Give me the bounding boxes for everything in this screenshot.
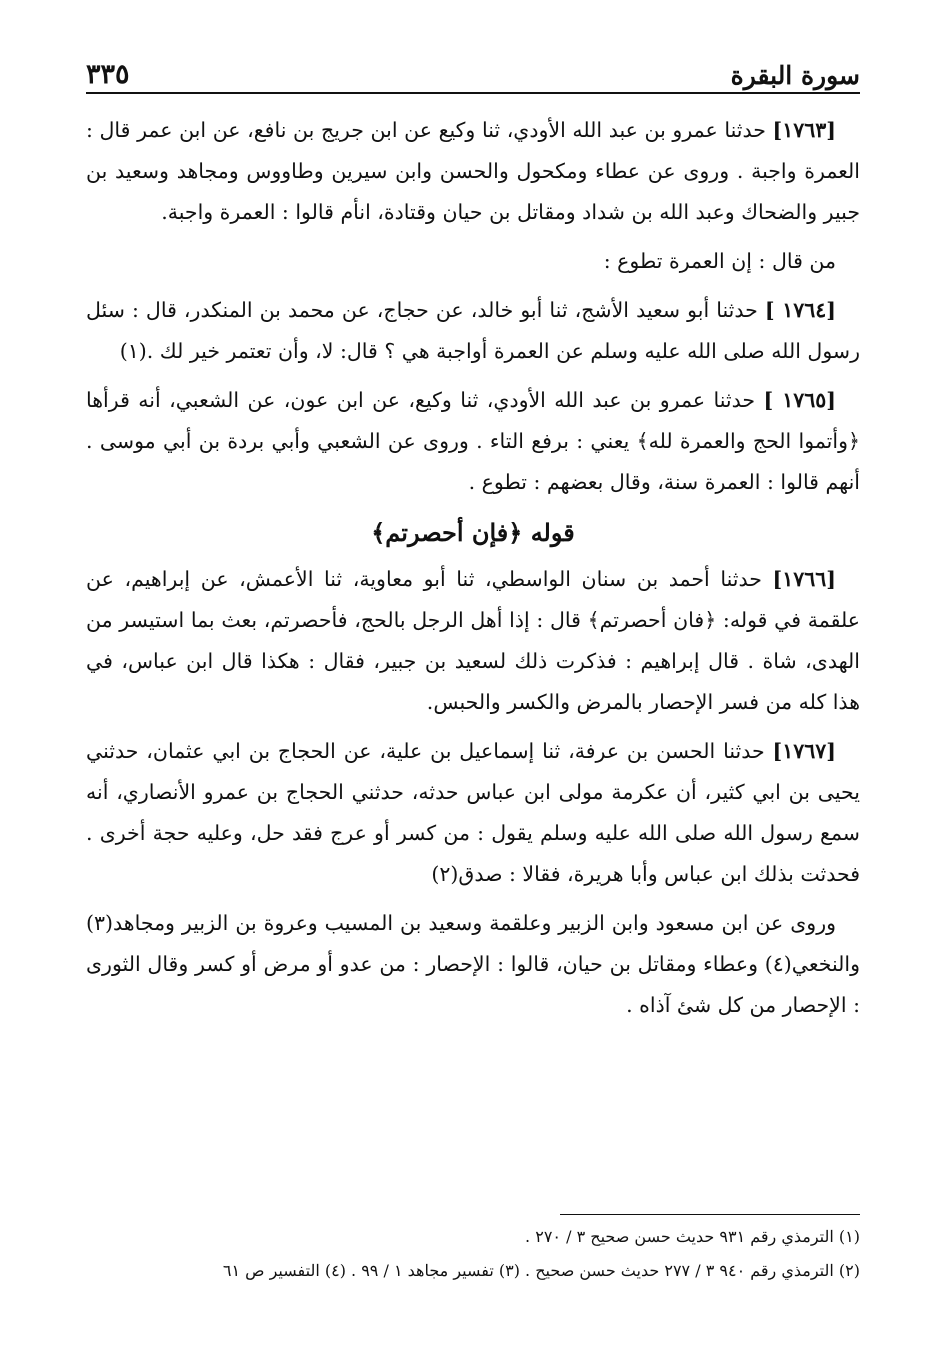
footnotes [86,1220,860,1288]
hadith-number: [١٧٦٦] [772,567,836,591]
footnote-2: (٢) الترمذي رقم ٩٤٠ ٣ / ٢٧٧ حديث حسن صحيح . (٣) تفسير مجاهد ١ / ٩٩ . (٤) التفسير ص ٦١ [222,1261,860,1280]
page-number: ٣٣٥ [86,59,130,90]
hadith-text: حدثنا الحسن بن عرفة، ثنا إسماعيل بن علية، عن الحجاج بن ابي عثمان، حدثني يحيى بن ابي كثير، أن عكرمة مولى ابن عباس حدثه، حدثني الحجاج بن عمرو الأنصاري، أنه سمع رسول الله صلى الله عليه وسلم يقول : من كسر أو عرج فقد حل، وعليه حجة أخرى . فحدثت بذلك ابن عباس وأبا هريرة، فقالا : صدق(٢) [86,739,860,886]
hadith-text: حدثنا عمرو بن عبد الله الأودي، ثنا وكيع عن ابن جريج بن نافع، عن ابن عمر قال : العمرة واجبة . وروى عن عطاء ومكحول والحسن وابن سيرين وطاووس ومجاهد وسعيد بن جبير والضحاك وعبد الله بن شداد ومقاتل بن حيان وقتادة، انأم قالوا : العمرة واجبة. [86,118,860,224]
hadith-text: حدثنا عمرو بن عبد الله الأودي، ثنا وكيع، عن ابن عون، عن الشعبي، أنه قرأها ﴿وأتموا الحج والعمرة لله﴾ يعني : برفع التاء . وروى عن الشعبي وأبي بردة بن أبي موسى . أنهم قالوا : العمرة سنة، وقال بعضهم : تطوع . [86,388,860,494]
hadith-text: حدثنا أبو سعيد الأشج، ثنا أبو خالد، عن حجاج، عن محمد بن المنكدر، قال : سئل رسول الله صلى الله عليه وسلم عن العمرة أواجبة هي ؟ قال: لا، وأن تعتمر خير لك .(١) [86,298,860,363]
hadith-text: حدثنا أحمد بن سنان الواسطي، ثنا أبو معاوية، ثنا الأعمش، عن إبراهيم، عن علقمة في قوله: ﴿فان أحصرتم﴾ قال : إذا أهل الرجل بالحج، فأحصرتم، بعث بما استيسر من الهدى، شاة . قال إبراهيم : فذكرت ذلك لسعيد بن جبير، فقال : هكذا قال ابن عباس، في هذا كله من فسر الإحصار بالمرض والكسر والحبس. [86,567,860,714]
narration-summary [86,903,860,1026]
footnote-rule [560,1214,860,1215]
hadith-number: [١٧٦٤ ] [764,298,836,322]
footnote-1: (١) الترمذي رقم ٩٣١ حديث حسن صحيح ٣ / ٢٧٠ . [525,1227,860,1246]
hadith-number: [١٧٦٧] [772,739,836,763]
main-text [86,110,860,1034]
hadith-1766 [86,559,860,723]
hadith-1767 [86,731,860,895]
section-heading: قوله ﴿فإن أحصرتم﴾ [371,518,575,547]
header-rule [86,92,860,94]
section-intro [86,241,860,282]
hadith-number: [١٧٦٥ ] [763,388,836,412]
hadith-number: [١٧٦٣] [772,118,836,142]
hadith-1764 [86,290,860,372]
hadith-1763 [86,110,860,233]
intro-text: من قال : إن العمرة تطوع : [603,249,836,273]
hadith-1765 [86,380,860,503]
page-header [86,38,860,90]
surah-title: سورة البقرة [730,61,860,90]
narration-text: وروى عن ابن مسعود وابن الزبير وعلقمة وسعيد بن المسيب وعروة بن الزبير ومجاهد(٣) والنخعي(٤) وعطاء ومقاتل بن حيان، قالوا : الإحصار : من عدو أو مرض أو كسر وقال الثورى : الإحصار من كل شئ آذاه . [86,911,860,1017]
